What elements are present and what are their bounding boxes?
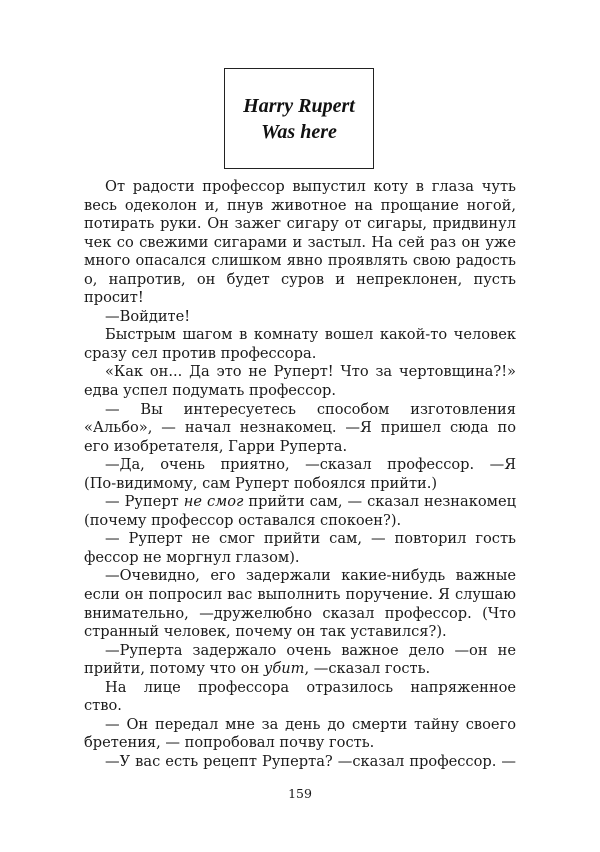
text-line: «Как он... Да это не Руперт! Что за чертовщина?!»	[105, 363, 516, 381]
text-line: «Альбо», — начал незнакомец. —Я пришел сюда по	[84, 419, 516, 437]
text-line: От радости профессор выпустил коту в глаза чуть	[105, 178, 516, 195]
text-line: сразу сел против профессора.	[84, 344, 317, 362]
text-line: если он попросил вас выполнить поручение. Я слушаю	[84, 586, 516, 604]
text-line: весь одеколон и, пнув животное на прощание ногой,	[84, 196, 516, 214]
text-line: (По-видимому, сам Руперт побоялся прийти.)	[84, 474, 438, 492]
text-line	[84, 660, 516, 679]
italic-emphasis: убит	[263, 660, 305, 678]
text-line: о, напротив, он будет суров и непреклонен, пусть	[84, 270, 516, 288]
note-line-1: Harry Rupert	[243, 94, 355, 117]
text-line: чек со свежими сигарами и застыл. На сей раз он уже	[84, 233, 516, 251]
body-text	[84, 178, 516, 772]
text-line: Быстрым шагом в комнату вошел какой-то человек	[105, 326, 516, 344]
text-line: ство.	[84, 697, 122, 715]
text-line: странный человек, почему он так уставился?).	[84, 623, 447, 641]
text-line: —Войдите!	[105, 307, 191, 325]
italic-emphasis: не смог	[183, 493, 244, 511]
text-line: едва успел подумать профессор.	[84, 382, 337, 400]
text-line: много опасался слишком явно проявлять свою радость	[84, 252, 516, 270]
text-segment: — Руперт	[105, 493, 184, 511]
text-line: —У вас есть рецепт Руперта? —сказал профессор. —	[105, 752, 516, 770]
handwritten-note-box	[224, 68, 374, 169]
text-line: бретения, — попробовал почву гость.	[84, 734, 375, 752]
text-line: — Вы интересуетесь способом изготовления	[105, 400, 516, 418]
text-segment: , —сказал гость.	[304, 660, 431, 678]
note-line-2: Was here	[261, 120, 337, 143]
text-line	[84, 493, 516, 512]
text-line: На лице профессора отразилось напряженное	[105, 678, 516, 696]
text-line: (почему профессор оставался спокоен?).	[84, 511, 402, 529]
text-line: просит!	[84, 289, 144, 307]
text-line: —Да, очень приятно, —сказал профессор. —Я	[105, 456, 516, 474]
text-line: потирать руки. Он зажег сигару от сигары, придвинул	[84, 215, 516, 233]
text-segment: прийти, потому что он	[84, 660, 264, 678]
text-line: — Он передал мне за день до смерти тайну своего	[105, 715, 516, 733]
text-line: — Руперт не смог прийти сам, — повторил гость	[105, 530, 516, 548]
page-number: 159	[288, 786, 312, 801]
text-line: фессор не моргнул глазом).	[84, 548, 300, 566]
text-segment: прийти сам, — сказал незнакомец	[243, 493, 516, 511]
text-line: внимательно, —дружелюбно сказал профессор. (Что	[84, 604, 516, 622]
text-line: —Очевидно, его задержали какие-нибудь важные	[105, 567, 516, 585]
text-line: его изобретателя, Гарри Руперта.	[84, 437, 348, 455]
text-line: —Руперта задержало очень важное дело —он не	[105, 641, 516, 659]
